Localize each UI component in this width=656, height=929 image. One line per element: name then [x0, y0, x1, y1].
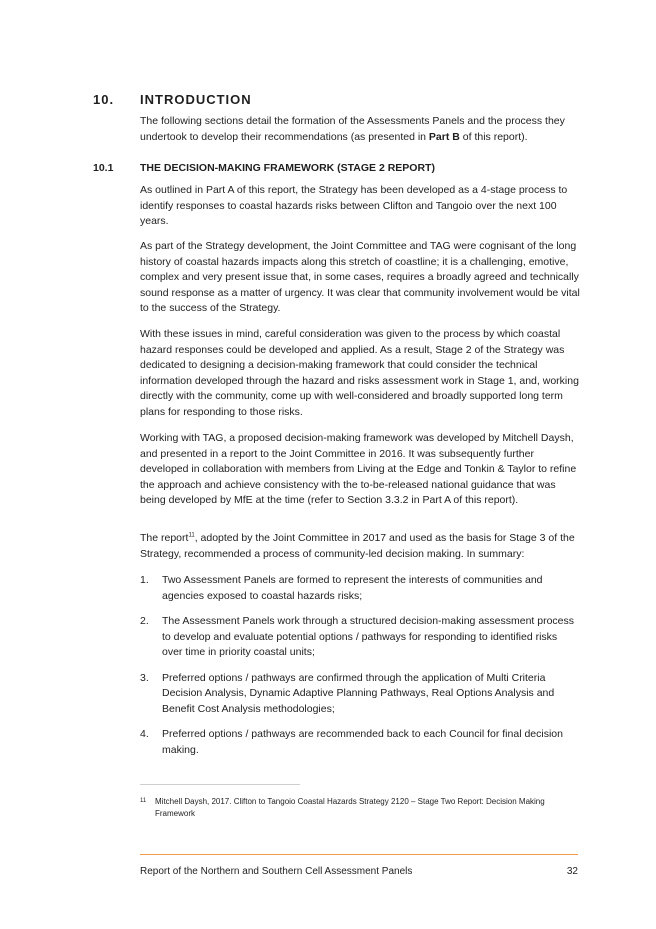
subsection-heading	[93, 162, 435, 174]
list-item-text: Two Assessment Panels are formed to represent the interests of communities and agencies exposed to coastal hazards risks;	[162, 574, 543, 602]
page-number: 32	[566, 866, 578, 877]
list-item-number: 4.	[140, 728, 149, 740]
list-item-number: 2.	[140, 615, 149, 627]
list-item	[140, 573, 580, 604]
intro-text-2: of this report).	[459, 130, 528, 143]
paragraph-report	[140, 531, 580, 562]
paragraph-stages: As outlined in Part A of this report, the Strategy has been developed as a 4-stage process to identify responses to coastal hazards risks between Clifton and Tangoio over the next 100 years.	[140, 184, 568, 227]
intro-paragraph	[140, 114, 580, 145]
list-item-text: Preferred options / pathways are confirmed through the application of Multi Criteria Decision Analysis, Dynamic Adaptive Planning Pathways, Real Options Analysis and Benefit Cost Analysis methodologies;	[162, 671, 555, 715]
list-item	[140, 727, 580, 758]
section-title: INTRODUCTION	[140, 92, 252, 107]
footnote	[140, 796, 585, 819]
paragraph-history: As part of the Strategy development, the Joint Committee and TAG were cognisant of the long history of coastal hazards impacts along this stretch of coastline; it is a challenging, emotive, complex and very present issue that, in some cases, requires a broadly agreed and technically sound response as a matter of urgency. It was clear that community involvement would be vital to the success of the Strategy.	[140, 240, 580, 314]
intro-bold-ref: Part B	[428, 130, 460, 143]
subsection-number: 10.1	[93, 162, 114, 174]
footer-title: Report of the Northern and Southern Cell Assessment Panels	[140, 866, 413, 877]
report-text-rest: , adopted by the Joint Committee in 2017 and used as the basis for Stage 3 of the Strategy, recommended a process of community-led decision making. In summary:	[140, 532, 575, 560]
list-item	[140, 614, 580, 661]
list-item-text: The Assessment Panels work through a structured decision-making assessment process to develop and evaluate potential options / pathways for responding to identified risks over time in priority coastal units;	[162, 615, 575, 658]
section-heading	[93, 92, 252, 107]
report-text-start: The report	[140, 532, 189, 544]
subsection-title: THE DECISION-MAKING FRAMEWORK (STAGE 2 REPORT)	[140, 162, 435, 174]
footnote-number: 11	[140, 798, 147, 804]
list-item	[140, 671, 580, 718]
paragraph-framework: With these issues in mind, careful consideration was given to the process by which coastal hazard responses could be developed and applied. As a result, Stage 2 of the Strategy was dedicated to designing a decision-making framework that could consider the technical information developed through the hazard and risks assessment work in Stage 1, and, working directly with the community, come up with well-considered and broadly supported long term plans for responding to those risks.	[140, 328, 579, 418]
footnote-divider	[140, 784, 300, 785]
summary-list	[140, 573, 580, 768]
footer-divider	[140, 854, 578, 855]
list-item-text: Preferred options / pathways are recommended back to each Council for final decision making.	[162, 728, 563, 756]
footnote-text: Mitchell Daysh, 2017. Clifton to Tangoio Coastal Hazards Strategy 2120 – Stage Two Report: Decision Making Framework	[155, 797, 545, 818]
list-item-number: 1.	[140, 574, 149, 586]
paragraph-tag: Working with TAG, a proposed decision-making framework was developed by Mitchell Daysh, and presented in a report to the Joint Committee in 2016. It was subsequently further developed in collaboration with members from Living at the Edge and Tonkin & Taylor to refine the approach and achieve consistency with the to-be-released national guidance that was being developed by MfE at the time (refer to Section 3.3.2 in Part A of this report).	[140, 432, 577, 506]
list-item-number: 3.	[140, 671, 149, 684]
intro-text-1: The following sections detail the formation of the Assessments Panels and the process they undertook to develop their recommendations (as presented in	[140, 115, 565, 143]
footnote-reference: 11	[188, 532, 195, 539]
section-number: 10.	[93, 92, 115, 107]
